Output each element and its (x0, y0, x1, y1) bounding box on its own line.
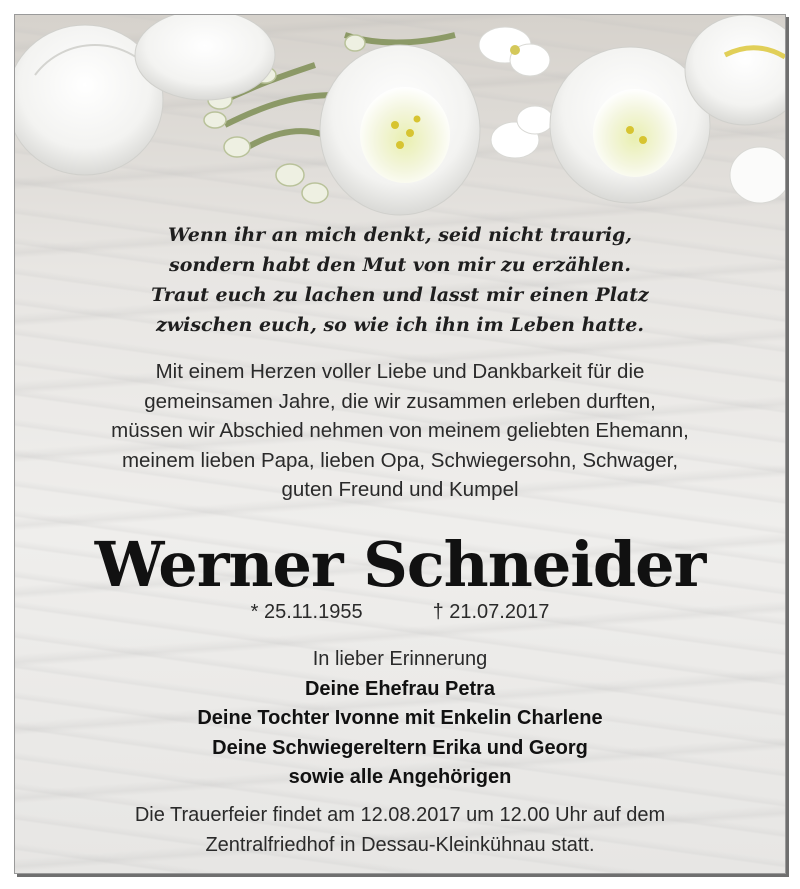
funeral-line: Die Trauerfeier findet am 12.08.2017 um 12.00 Uhr auf dem (134, 804, 666, 826)
white-tulips-image (15, 15, 785, 225)
memorial-verse (15, 220, 785, 340)
life-dates (15, 597, 785, 627)
announcement-line: guten Freund und Kumpel (281, 478, 519, 501)
verse-line: Traut euch zu lachen und lasst mir einen Platz (151, 284, 649, 306)
deceased-name: Werner Schneider (94, 528, 706, 601)
verse-line: zwischen euch, so wie ich ihn im Leben hatte. (156, 314, 644, 336)
mourner-line: Deine Tochter Ivonne mit Enkelin Charlene (197, 707, 603, 729)
verse-line: sondern habt den Mut von mir zu erzählen. (169, 254, 631, 276)
death-date: † 21.07.2017 (432, 601, 550, 623)
mourner-line: Deine Schwiegereltern Erika und Georg (212, 736, 588, 759)
funeral-line: Zentralfriedhof in Dessau-Kleinkühnau statt. (205, 833, 595, 856)
announcement-line: meinem lieben Papa, lieben Opa, Schwiegersohn, Schwager, (121, 448, 679, 472)
funeral-details (15, 801, 785, 860)
obituary-card (14, 14, 786, 874)
verse-line: Wenn ihr an mich denkt, seid nicht traurig, (168, 224, 632, 246)
announcement-line: müssen wir Abschied nehmen von meinem geliebten Ehemann, (111, 419, 689, 442)
mourner-line: sowie alle Angehörigen (288, 766, 512, 788)
mourners-block (15, 645, 785, 793)
birth-date: * 25.11.1955 (250, 601, 363, 623)
announcement-line: gemeinsamen Jahre, die wir zusammen erleben durften, (144, 389, 656, 413)
announcement-line: Mit einem Herzen voller Liebe und Dankbarkeit für die (155, 360, 645, 383)
announcement-text (15, 357, 785, 505)
signoff-heading: In lieber Erinnerung (312, 648, 488, 670)
mourner-line: Deine Ehefrau Petra (304, 677, 496, 700)
